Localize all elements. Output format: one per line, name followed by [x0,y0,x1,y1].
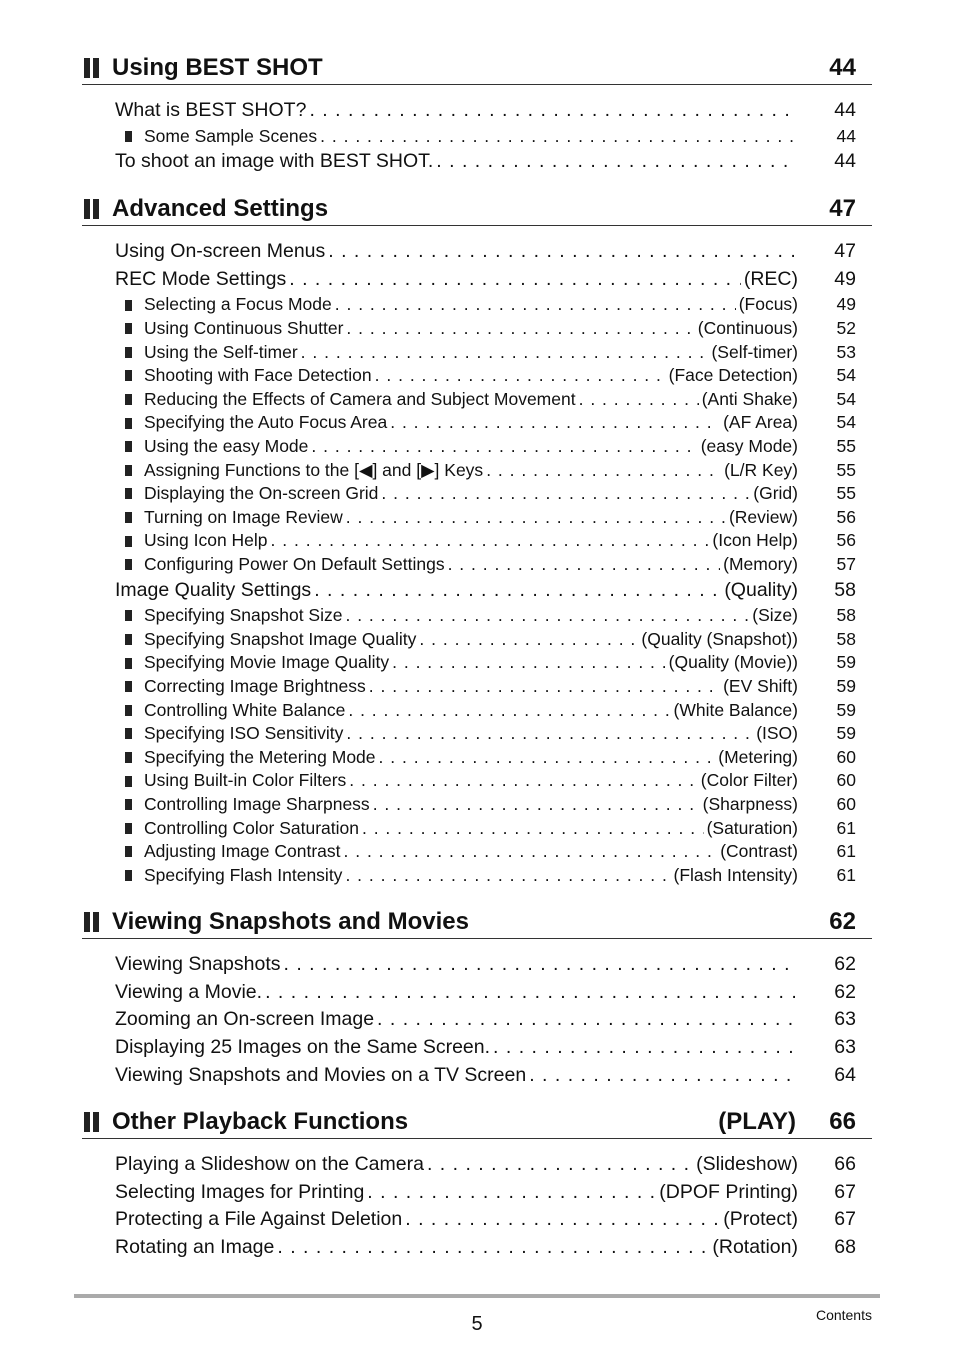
entry-page: 59 [836,652,856,673]
entry-title: Selecting Images for Printing [115,1180,365,1203]
toc-subentry[interactable] [82,459,872,483]
entry-page: 67 [834,1208,856,1231]
entry-mode: (Protect) [723,1208,798,1231]
entry-page: 55 [836,483,856,504]
entry-page: 56 [836,506,856,527]
entry-title: Playing a Slideshow on the Camera [115,1153,424,1175]
bullet-icon [125,559,132,570]
bullet-icon [125,370,132,381]
dot-leader [348,699,670,723]
entry-title: Using Icon Help [144,530,268,551]
entry-title: Assigning Functions to the [◀] and [▶] Keys [144,459,484,480]
entry-mode: (Self-timer) [711,341,798,362]
entry-page: 61 [836,841,856,862]
entry-mode: (Slideshow) [696,1153,798,1175]
dot-leader [529,1062,795,1090]
entry-page: 49 [836,294,856,315]
section-title[interactable]: Using BEST SHOT [112,54,323,81]
entry-mode: (Quality (Snapshot)) [641,628,798,649]
entry-page: 54 [836,388,856,409]
entry-mode: (Quality) [724,578,798,601]
entry-title: Adjusting Image Contrast [144,841,341,862]
toc-subentry[interactable] [82,317,872,341]
entry-list [82,951,872,1089]
entry-title: Zooming an On-screen Image [115,1008,375,1031]
toc-subentry[interactable] [82,364,872,388]
entry-page: 44 [836,125,856,146]
dot-leader [346,506,726,530]
toc-section-advanced-settings [82,195,872,887]
dot-leader [289,266,741,294]
toc-subentry[interactable] [82,817,872,841]
section-title[interactable]: Viewing Snapshots and Movies [112,908,469,935]
toc-subentry[interactable] [82,529,872,553]
toc-entry[interactable] [82,979,872,1007]
entry-title: Using Built-in Color Filters [144,770,347,791]
dot-leader [271,529,710,553]
dot-leader [345,864,670,888]
bullet-icon [125,536,132,547]
entry-title: Viewing a Movie. [115,980,263,1003]
entry-page: 60 [836,770,856,791]
entry-page: 63 [834,1036,856,1059]
section-marker-icon [82,1112,102,1132]
bullet-icon [125,776,132,787]
bullet-icon [125,823,132,834]
entry-mode: (Color Filter) [700,770,798,791]
entry-page: 57 [836,553,856,574]
toc-entry[interactable] [82,97,872,125]
dot-leader [379,746,716,770]
entry-title: Displaying the On-screen Grid [144,483,379,504]
dot-leader [346,722,753,746]
section-heading [82,1108,872,1139]
bullet-icon [125,705,132,716]
entry-page: 58 [836,605,856,626]
toc-subentry[interactable] [82,293,872,317]
entry-title: Using the Self-timer [144,341,298,362]
entry-title: Controlling Color Saturation [144,817,359,838]
bullet-icon [125,658,132,669]
section-marker-icon [82,58,102,78]
entry-page: 67 [834,1180,856,1203]
entry-page: 58 [836,628,856,649]
bullet-icon [125,323,132,334]
toc-subentry[interactable] [82,651,872,675]
entry-page: 64 [834,1063,856,1086]
entry-mode: (Rotation) [712,1236,798,1259]
dot-leader [345,604,749,628]
dot-leader [284,951,795,979]
entry-title: Configuring Power On Default Settings [144,553,445,574]
dot-leader [362,817,704,841]
entry-page: 58 [834,578,856,601]
entry-mode: (Anti Shake) [701,388,798,409]
entry-mode: (Focus) [738,294,798,315]
toc-entry[interactable] [82,1151,872,1179]
entry-title: Displaying 25 Images on the Same Screen. [115,1036,491,1059]
dot-leader [301,341,709,365]
section-heading [82,54,872,85]
entry-mode: (REC) [743,267,798,290]
toc-subentry[interactable] [82,604,872,628]
toc-subentry[interactable] [82,840,872,864]
entry-title: Shooting with Face Detection [144,365,372,386]
entry-title: Specifying Flash Intensity [144,864,343,885]
entry-mode: (Sharpness) [702,793,798,814]
entry-page: 60 [836,793,856,814]
toc-subentry[interactable] [82,793,872,817]
dot-leader [373,793,700,817]
entry-mode: (Metering) [718,746,798,767]
dot-leader [311,435,697,459]
toc-entry[interactable] [82,951,872,979]
toc-subentry[interactable] [82,628,872,652]
toc-subentry[interactable] [82,506,872,530]
entry-title: Protecting a File Against Deletion [115,1208,403,1231]
entry-mode: (Memory) [723,553,798,574]
dot-leader [320,125,795,149]
toc-entry[interactable] [82,1179,872,1207]
bullet-icon [125,728,132,739]
dot-leader [346,317,694,341]
dot-leader [390,411,720,435]
entry-title: Specifying the Metering Mode [144,746,376,767]
bullet-icon [125,610,132,621]
entry-title: Specifying Snapshot Size [144,605,343,626]
dot-leader [335,293,736,317]
toc-subentry[interactable] [82,722,872,746]
dot-leader [493,1034,795,1062]
entry-mode: (Saturation) [706,817,798,838]
footer-divider [74,1294,880,1298]
dot-leader [448,553,721,577]
toc-subentry[interactable] [82,411,872,435]
entry-page: 55 [836,459,856,480]
entry-page: 62 [834,980,856,1003]
bullet-icon [125,300,132,311]
entry-page: 54 [836,365,856,386]
entry-title: Selecting a Focus Mode [144,294,332,315]
toc-subentry[interactable] [82,864,872,888]
dot-leader [328,238,795,266]
bullet-icon [125,465,132,476]
entry-mode: (Contrast) [720,841,798,862]
toc-entry[interactable] [82,1206,872,1234]
toc-entry[interactable] [82,1006,872,1034]
bullet-icon [125,441,132,452]
entry-title: Rotating an Image [115,1236,275,1259]
page-number: 5 [471,1313,483,1335]
bullet-icon [125,799,132,810]
section-page[interactable]: 66 [829,1108,856,1135]
toc-entry[interactable] [82,577,872,605]
entry-mode: (AF Area) [723,412,798,433]
toc-subentry[interactable] [82,553,872,577]
entry-title: Viewing Snapshots and Movies on a TV Screen [115,1063,527,1086]
entry-list [82,1151,872,1262]
dot-leader [277,1234,709,1262]
entry-mode: (White Balance) [673,699,798,720]
toc-entry[interactable] [82,1234,872,1262]
dot-leader [427,1151,693,1179]
toc-subentry[interactable] [82,769,872,793]
entry-title: Reducing the Effects of Camera and Subject Movement [144,388,576,409]
dot-leader [486,459,721,483]
entry-page: 55 [836,435,856,456]
entry-mode: (Icon Help) [712,530,798,551]
dot-leader [419,628,638,652]
section-page[interactable]: 62 [829,908,856,935]
entry-mode: (ISO) [756,723,798,744]
dot-leader [314,577,721,605]
bullet-icon [125,394,132,405]
dot-leader [392,651,666,675]
entry-mode: (Grid) [753,483,798,504]
entry-page: 53 [836,341,856,362]
entry-page: 60 [836,746,856,767]
entry-title: Controlling White Balance [144,699,346,720]
bullet-icon [125,681,132,692]
toc-subentry[interactable] [82,125,872,149]
toc-subentry[interactable] [82,482,872,506]
entry-title: To shoot an image with BEST SHOT. [115,150,434,173]
entry-title: Turning on Image Review [144,506,343,527]
entry-title: Using the easy Mode [144,435,309,456]
entry-mode: (Flash Intensity) [673,864,798,885]
entry-page: 68 [834,1236,856,1259]
entry-page: 52 [836,317,856,338]
entry-list [82,97,872,176]
bullet-icon [125,488,132,499]
entry-page: 47 [834,240,856,262]
bullet-icon [125,870,132,881]
dot-leader [436,148,795,176]
entry-title: Using Continuous Shutter [144,317,344,338]
entry-page: 63 [834,1008,856,1031]
entry-title: Using On-screen Menus [115,240,326,262]
bullet-icon [125,752,132,763]
entry-title: Viewing Snapshots [115,953,281,975]
entry-mode: (easy Mode) [700,435,798,456]
dot-leader [349,769,697,793]
toc-entry[interactable] [82,1034,872,1062]
section-title[interactable]: Other Playback Functions [112,1108,409,1135]
entry-page: 44 [834,99,856,121]
entry-page: 59 [836,723,856,744]
toc-subentry[interactable] [82,675,872,699]
entry-title: Specifying Movie Image Quality [144,652,390,673]
bullet-icon [125,846,132,857]
dot-leader [377,1006,795,1034]
section-marker-icon [82,912,102,932]
entry-list [82,238,872,887]
dot-leader [344,840,718,864]
toc-entry[interactable] [82,238,872,266]
footer-label[interactable]: Contents [815,1307,872,1323]
toc-subentry[interactable] [82,435,872,459]
entry-mode: (Review) [728,506,798,527]
toc-entry[interactable] [82,148,872,176]
entry-title: Some Sample Scenes [144,125,318,146]
section-title[interactable]: Advanced Settings [112,195,329,222]
dot-leader [375,364,666,388]
entry-page: 54 [836,412,856,433]
bullet-icon [125,512,132,523]
dot-leader [309,97,795,125]
dot-leader [579,388,699,412]
entry-page: 61 [836,864,856,885]
toc-section-playback [82,1108,872,1262]
dot-leader [369,675,720,699]
toc-entry[interactable] [82,1062,872,1090]
entry-title: REC Mode Settings [115,267,287,290]
entry-title: Specifying ISO Sensitivity [144,723,344,744]
entry-title: Specifying the Auto Focus Area [144,412,388,433]
dot-leader [265,979,795,1007]
entry-page: 66 [834,1153,856,1175]
entry-title: Controlling Image Sharpness [144,793,370,814]
entry-mode: (Quality (Movie)) [668,652,798,673]
bullet-icon [125,131,132,142]
section-page[interactable]: 44 [829,54,856,81]
entry-page: 59 [836,699,856,720]
section-mode: (PLAY) [718,1108,796,1135]
entry-mode: (Continuous) [697,317,798,338]
entry-title: Specifying Snapshot Image Quality [144,628,417,649]
entry-page: 59 [836,675,856,696]
entry-title: Image Quality Settings [115,578,312,601]
entry-mode: (DPOF Printing) [659,1180,798,1203]
entry-mode: (L/R Key) [724,459,798,480]
bullet-icon [125,634,132,645]
bullet-icon [125,418,132,429]
bullet-icon [125,347,132,358]
entry-page: 62 [834,953,856,975]
section-marker-icon [82,199,102,219]
entry-title: Correcting Image Brightness [144,675,366,696]
toc-section-best-shot [82,54,872,176]
entry-page: 56 [836,530,856,551]
section-heading [82,908,872,939]
entry-page: 49 [834,267,856,290]
entry-page: 61 [836,817,856,838]
entry-mode: (EV Shift) [723,675,798,696]
toc-section-viewing [82,908,872,1089]
toc-entry[interactable] [82,266,872,294]
toc-subentry[interactable] [82,341,872,365]
section-page[interactable]: 47 [829,195,856,222]
dot-leader [367,1179,656,1207]
section-heading [82,195,872,226]
entry-title: What is BEST SHOT? [115,99,307,121]
entry-mode: (Size) [752,605,798,626]
toc-subentry[interactable] [82,388,872,412]
entry-mode: (Face Detection) [668,365,798,386]
toc-subentry[interactable] [82,746,872,770]
dot-leader [381,482,750,506]
dot-leader [405,1206,720,1234]
toc-subentry[interactable] [82,699,872,723]
entry-page: 44 [834,150,856,173]
